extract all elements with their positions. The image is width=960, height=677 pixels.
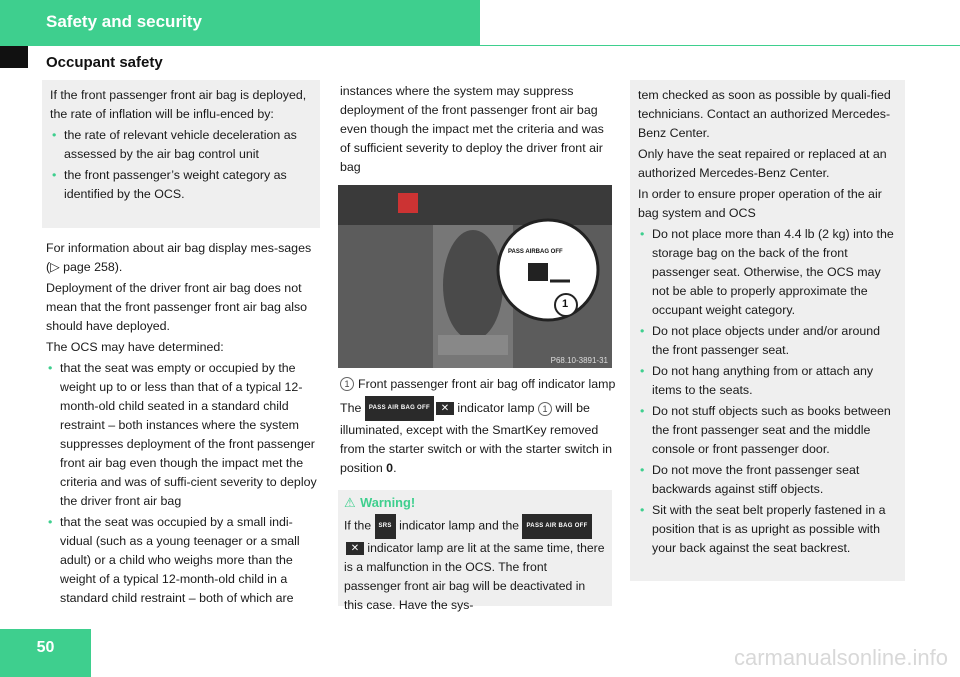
photo-caption: 1 Front passenger front air bag off indicator lamp [340, 375, 616, 394]
indicator-paragraph: The PASS AIR BAG OFF ✕ indicator lamp 1 will be illuminated, except with the SmartKey removed from the starter switch or with the starter switch in position 0. [340, 396, 616, 478]
watermark: carmanualsonline.info [733, 645, 948, 670]
section-title: Safety and security [46, 12, 202, 31]
subsection-marker [0, 46, 28, 68]
photo-illustration [338, 185, 612, 368]
list-item: • Sit with the seat belt properly fastened in a position that is as upright as possible with your back against the seat backrest. [638, 501, 897, 558]
list-item: • Do not stuff objects such as books between the front passenger seat and the middle console or front passenger door. [638, 402, 897, 459]
photo-callout: 1 [562, 298, 569, 310]
warning-triangle-icon: ⚠ [344, 495, 356, 510]
list-item: • Do not move the front passenger seat backwards against stiff objects. [638, 461, 897, 499]
photo-code: P68.10-3891-31 [550, 356, 608, 365]
header-rule [0, 45, 960, 46]
list-item: • that the seat was empty or occupied by the weight up to or less than that of a typical 12-month-old child seated in a standard child restraint – both instances where the system suppresses deployment of the front passenger front air bag even though the impact met the criteria and was of suffi-cient severity to deploy the driver front air bag [46, 359, 322, 511]
paragraph: Only have the seat repaired or replaced at an authorized Mercedes-Benz Center. [638, 147, 887, 180]
warning-text: If the SRS indicator lamp and the PASS AIR BAG OFF✕ indicator lamp are lit at the same time, there is a malfunction in the OCS. The front passenger front air bag will be deactivated in this case. Have the sys- [344, 514, 606, 615]
child-seat-icon: ✕ [436, 402, 454, 415]
paragraph: tem checked as soon as possible by quali-fied technicians. Contact an authorized Mercedes-Benz Center. [638, 88, 891, 140]
column-2 [340, 82, 616, 179]
paragraph: instances where the system may suppress deployment of the front passenger front air bag even though the impact met the criteria and was of sufficient severity to deploy the driver front air bag [340, 84, 604, 174]
paragraph: In order to ensure proper operation of the air bag system and OCS [638, 187, 882, 220]
list-item: • Do not place more than 4.4 lb (2 kg) into the storage bag on the back of the front passenger seat. Otherwise, the OCS may not be able to properly approximate the occupant weight category. [638, 225, 897, 320]
warning-continued-box [630, 80, 905, 581]
list-item: • Do not hang anything from or attach any items to the seats. [638, 362, 897, 400]
callout-1-icon: 1 [538, 402, 552, 416]
header-bar [0, 0, 480, 45]
display-messages-ref: For information about air bag display mes-sages (▷ page 258). [46, 241, 312, 274]
inflation-note-box [42, 80, 320, 228]
callout-1-icon: 1 [340, 377, 354, 391]
srs-indicator: SRS [375, 514, 396, 539]
paragraph: Deployment of the driver front air bag does not mean that the front passenger front air bag also should have deployed. [46, 281, 308, 333]
page-number-tab [0, 629, 91, 677]
pass-airbag-off-indicator: PASS AIR BAG OFF [365, 396, 434, 421]
list-item: • that the seat was occupied by a small indi-vidual (such as a young teenager or a small adult) or a child who weighs more than the weight of a typical 12-month-old child in a standard child restraint – both of which are [46, 513, 322, 608]
column-2-lower [340, 375, 616, 480]
list-item: • Do not place objects under and/or around the front passenger seat. [638, 322, 897, 360]
box-intro: If the front passenger front air bag is deployed, the rate of inflation will be influ-enced by: [50, 88, 307, 121]
box-bullet: • the rate of relevant vehicle deceleration as assessed by the air bag control unit [50, 126, 312, 164]
child-seat-icon: ✕ [346, 542, 364, 555]
pass-airbag-off-indicator: PASS AIR BAG OFF [522, 514, 591, 539]
subsection-title: Occupant safety [46, 54, 163, 71]
paragraph: The OCS may have determined: [46, 340, 224, 354]
warning-box [338, 490, 612, 612]
box-bullet: • the front passenger’s weight category as identified by the OCS. [50, 166, 312, 204]
page-number: 50 [36, 639, 55, 656]
photo-lamp-label: PASS AIRBAG OFF [508, 249, 563, 255]
column-1 [46, 239, 322, 610]
warning-heading: ⚠ Warning! [344, 495, 416, 510]
gear-console-photo [338, 185, 612, 368]
